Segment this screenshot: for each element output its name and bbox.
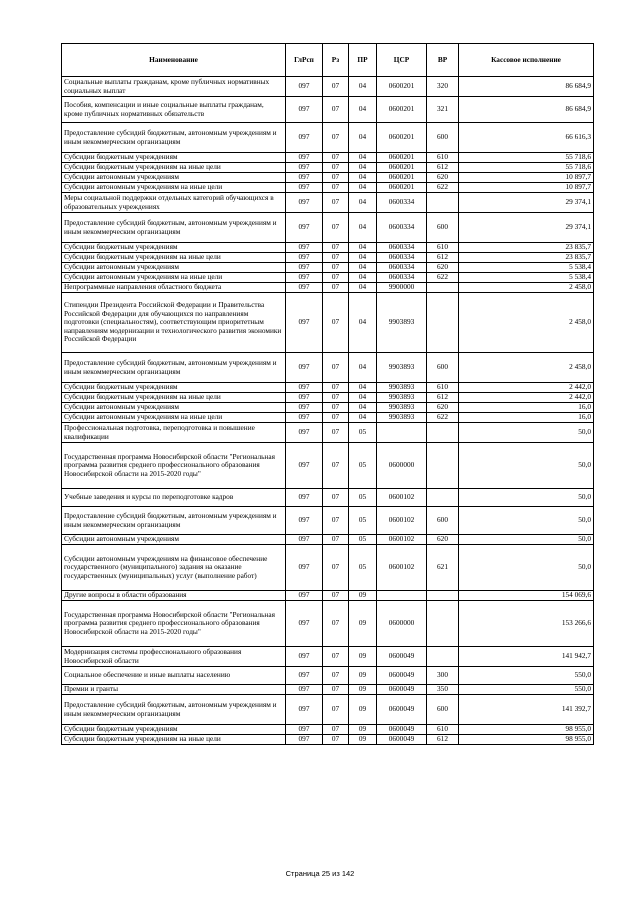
table-row: [62, 393, 594, 403]
cell-grps: 097: [286, 183, 323, 193]
table-row: [62, 273, 594, 283]
cell-vr: [427, 601, 459, 647]
cell-amount: 550,0: [459, 667, 594, 685]
cell-rz: 07: [323, 193, 349, 213]
cell-rz: 07: [323, 213, 349, 243]
cell-amount: 86 684,9: [459, 77, 594, 97]
cell-vr: 610: [427, 725, 459, 735]
cell-vr: 620: [427, 263, 459, 273]
table-row: [62, 725, 594, 735]
cell-pr: 09: [349, 725, 377, 735]
cell-csr: 0600000: [377, 443, 427, 489]
cell-pr: 04: [349, 183, 377, 193]
cell-rz: 07: [323, 423, 349, 443]
budget-table: [61, 43, 594, 745]
cell-name: Предоставление субсидий бюджетным, автономным учреждениям и иным некоммерческим организациям: [62, 695, 286, 725]
cell-amount: 10 897,7: [459, 183, 594, 193]
cell-pr: 09: [349, 647, 377, 667]
cell-grps: 097: [286, 725, 323, 735]
cell-name: Субсидии бюджетным учреждениям: [62, 725, 286, 735]
cell-csr: 0600334: [377, 213, 427, 243]
cell-name: Субсидии автономным учреждениям: [62, 535, 286, 545]
table-row: [62, 667, 594, 685]
cell-grps: 097: [286, 293, 323, 353]
cell-grps: 097: [286, 353, 323, 383]
header-rz: Рз: [323, 44, 349, 77]
cell-name: Стипендии Президента Российской Федерации и Правительства Российской Федерации для обучающихся по направлениям подготовки (специальностям), соответствующим приоритетным направлениям модернизации и технологического развития экономики Российской Федерации: [62, 293, 286, 353]
cell-vr: 610: [427, 153, 459, 163]
cell-amount: 2 458,0: [459, 283, 594, 293]
cell-grps: 097: [286, 647, 323, 667]
table-row: [62, 193, 594, 213]
cell-pr: 04: [349, 77, 377, 97]
cell-vr: 622: [427, 273, 459, 283]
cell-vr: [427, 489, 459, 507]
table-row: [62, 403, 594, 413]
cell-pr: 09: [349, 735, 377, 745]
table-row: [62, 263, 594, 273]
cell-grps: 097: [286, 273, 323, 283]
cell-name: Предоставление субсидий бюджетным, автономным учреждениям и иным некоммерческим организациям: [62, 353, 286, 383]
cell-vr: 610: [427, 383, 459, 393]
cell-grps: 097: [286, 283, 323, 293]
cell-rz: 07: [323, 183, 349, 193]
cell-pr: 04: [349, 163, 377, 173]
cell-grps: 097: [286, 393, 323, 403]
table-row: [62, 443, 594, 489]
table-row: [62, 97, 594, 123]
cell-name: Субсидии автономным учреждениям: [62, 173, 286, 183]
cell-csr: 0600049: [377, 667, 427, 685]
cell-amount: 16,0: [459, 403, 594, 413]
cell-vr: 600: [427, 123, 459, 153]
cell-amount: 2 458,0: [459, 353, 594, 383]
cell-vr: 320: [427, 77, 459, 97]
cell-rz: 07: [323, 507, 349, 535]
table-row: [62, 507, 594, 535]
table-row: [62, 545, 594, 591]
cell-pr: 04: [349, 273, 377, 283]
cell-grps: 097: [286, 413, 323, 423]
cell-name: Субсидии автономным учреждениям на иные цели: [62, 183, 286, 193]
cell-vr: 622: [427, 413, 459, 423]
table-row: [62, 413, 594, 423]
cell-rz: 07: [323, 695, 349, 725]
cell-vr: 622: [427, 183, 459, 193]
table-row: [62, 535, 594, 545]
cell-grps: 097: [286, 535, 323, 545]
cell-pr: 04: [349, 353, 377, 383]
cell-csr: 0600000: [377, 601, 427, 647]
cell-grps: 097: [286, 489, 323, 507]
cell-csr: 9900000: [377, 283, 427, 293]
table-row: [62, 183, 594, 193]
table-row: [62, 383, 594, 393]
cell-pr: 04: [349, 253, 377, 263]
cell-vr: [427, 443, 459, 489]
cell-vr: 621: [427, 545, 459, 591]
header-name: Наименование: [62, 44, 286, 77]
cell-grps: 097: [286, 601, 323, 647]
cell-pr: 05: [349, 545, 377, 591]
cell-rz: 07: [323, 293, 349, 353]
cell-pr: 04: [349, 153, 377, 163]
cell-name: Предоставление субсидий бюджетным, автономным учреждениям и иным некоммерческим организациям: [62, 213, 286, 243]
cell-csr: 9903893: [377, 413, 427, 423]
cell-rz: 07: [323, 153, 349, 163]
cell-vr: 600: [427, 507, 459, 535]
cell-name: Субсидии бюджетным учреждениям на иные цели: [62, 393, 286, 403]
cell-pr: 04: [349, 173, 377, 183]
cell-rz: 07: [323, 545, 349, 591]
cell-name: Непрограммные направления областного бюджета: [62, 283, 286, 293]
cell-amount: 2 442,0: [459, 383, 594, 393]
cell-amount: 23 835,7: [459, 243, 594, 253]
cell-rz: 07: [323, 443, 349, 489]
cell-csr: 0600049: [377, 695, 427, 725]
cell-grps: 097: [286, 163, 323, 173]
cell-rz: 07: [323, 403, 349, 413]
table-row: [62, 163, 594, 173]
cell-name: Социальное обеспечение и иные выплаты населению: [62, 667, 286, 685]
table-body: [62, 77, 594, 745]
cell-vr: 300: [427, 667, 459, 685]
cell-csr: 0600201: [377, 153, 427, 163]
cell-pr: 05: [349, 443, 377, 489]
table-row: [62, 601, 594, 647]
table-row: [62, 153, 594, 163]
cell-csr: 0600049: [377, 685, 427, 695]
cell-csr: 9903893: [377, 383, 427, 393]
cell-csr: 0600334: [377, 253, 427, 263]
cell-rz: 07: [323, 667, 349, 685]
cell-grps: 097: [286, 685, 323, 695]
cell-amount: 66 616,3: [459, 123, 594, 153]
cell-vr: 610: [427, 243, 459, 253]
cell-pr: 04: [349, 413, 377, 423]
cell-grps: 097: [286, 193, 323, 213]
cell-grps: 097: [286, 253, 323, 263]
cell-name: Предоставление субсидий бюджетным, автономным учреждениям и иным некоммерческим организациям: [62, 507, 286, 535]
cell-amount: 55 718,6: [459, 163, 594, 173]
table-row: [62, 647, 594, 667]
cell-amount: 50,0: [459, 489, 594, 507]
cell-name: Субсидии бюджетным учреждениям на иные цели: [62, 735, 286, 745]
cell-csr: 9903893: [377, 293, 427, 353]
cell-csr: 0600201: [377, 173, 427, 183]
cell-csr: 0600334: [377, 273, 427, 283]
cell-grps: 097: [286, 507, 323, 535]
cell-name: Государственная программа Новосибирской области "Региональная программа развития среднего профессионального образования Новосибирской области на 2015-2020 годы": [62, 601, 286, 647]
cell-csr: 0600201: [377, 163, 427, 173]
cell-amount: 154 069,6: [459, 591, 594, 601]
table-row: [62, 123, 594, 153]
cell-vr: 620: [427, 535, 459, 545]
cell-grps: 097: [286, 667, 323, 685]
cell-rz: 07: [323, 601, 349, 647]
cell-name: Субсидии автономным учреждениям: [62, 403, 286, 413]
cell-grps: 097: [286, 735, 323, 745]
cell-csr: 0600102: [377, 545, 427, 591]
cell-amount: 153 266,6: [459, 601, 594, 647]
cell-vr: [427, 591, 459, 601]
cell-grps: 097: [286, 443, 323, 489]
cell-name: Другие вопросы в области образования: [62, 591, 286, 601]
cell-amount: 86 684,9: [459, 97, 594, 123]
cell-amount: 29 374,1: [459, 193, 594, 213]
cell-grps: 097: [286, 213, 323, 243]
table-row: [62, 213, 594, 243]
cell-amount: 98 955,0: [459, 735, 594, 745]
cell-rz: 07: [323, 97, 349, 123]
cell-vr: 612: [427, 735, 459, 745]
cell-pr: 04: [349, 393, 377, 403]
cell-grps: 097: [286, 153, 323, 163]
cell-name: Субсидии бюджетным учреждениям: [62, 153, 286, 163]
cell-amount: 50,0: [459, 507, 594, 535]
table-row: [62, 283, 594, 293]
cell-pr: 09: [349, 685, 377, 695]
cell-amount: 2 442,0: [459, 393, 594, 403]
cell-csr: [377, 591, 427, 601]
table-row: [62, 423, 594, 443]
cell-rz: 07: [323, 735, 349, 745]
cell-csr: 0600102: [377, 535, 427, 545]
header-vr: ВР: [427, 44, 459, 77]
table-row: [62, 489, 594, 507]
header-amount: Кассовое исполнение: [459, 44, 594, 77]
cell-rz: 07: [323, 243, 349, 253]
cell-rz: 07: [323, 647, 349, 667]
cell-vr: [427, 647, 459, 667]
cell-pr: 09: [349, 591, 377, 601]
cell-pr: 04: [349, 293, 377, 353]
cell-amount: 29 374,1: [459, 213, 594, 243]
cell-csr: 9903893: [377, 353, 427, 383]
cell-csr: [377, 423, 427, 443]
table-row: [62, 243, 594, 253]
cell-grps: 097: [286, 263, 323, 273]
cell-name: Модернизация системы профессионального образования Новосибирской области: [62, 647, 286, 667]
table-row: [62, 293, 594, 353]
cell-vr: [427, 283, 459, 293]
cell-amount: 141 392,7: [459, 695, 594, 725]
cell-pr: 04: [349, 283, 377, 293]
cell-vr: 620: [427, 173, 459, 183]
cell-amount: 2 458,0: [459, 293, 594, 353]
cell-rz: 07: [323, 163, 349, 173]
cell-amount: 141 942,7: [459, 647, 594, 667]
cell-csr: 0600201: [377, 97, 427, 123]
cell-rz: 07: [323, 353, 349, 383]
cell-grps: 097: [286, 97, 323, 123]
cell-csr: 0600102: [377, 507, 427, 535]
table-row: [62, 77, 594, 97]
cell-name: Профессиональная подготовка, переподготовка и повышение квалификации: [62, 423, 286, 443]
cell-rz: 07: [323, 263, 349, 273]
cell-name: Субсидии автономным учреждениям на иные цели: [62, 413, 286, 423]
cell-rz: 07: [323, 273, 349, 283]
cell-pr: 09: [349, 667, 377, 685]
cell-pr: 05: [349, 489, 377, 507]
cell-rz: 07: [323, 591, 349, 601]
table-row: [62, 735, 594, 745]
cell-csr: 0600049: [377, 647, 427, 667]
cell-rz: 07: [323, 413, 349, 423]
cell-name: Социальные выплаты гражданам, кроме публичных нормативных социальных выплат: [62, 77, 286, 97]
cell-name: Предоставление субсидий бюджетным, автономным учреждениям и иным некоммерческим организациям: [62, 123, 286, 153]
cell-csr: 0600334: [377, 243, 427, 253]
table-row: [62, 695, 594, 725]
table-row: [62, 591, 594, 601]
page-number: Страница 25 из 142: [285, 869, 355, 878]
cell-name: Субсидии бюджетным учреждениям: [62, 383, 286, 393]
cell-pr: 04: [349, 383, 377, 393]
cell-csr: 9903893: [377, 393, 427, 403]
table-row: [62, 353, 594, 383]
cell-pr: 05: [349, 507, 377, 535]
table-header-row: [62, 44, 594, 77]
cell-grps: 097: [286, 591, 323, 601]
cell-vr: [427, 293, 459, 353]
cell-amount: 5 538,4: [459, 273, 594, 283]
cell-pr: 04: [349, 193, 377, 213]
cell-grps: 097: [286, 173, 323, 183]
cell-amount: 10 897,7: [459, 173, 594, 183]
cell-name: Субсидии автономным учреждениям: [62, 263, 286, 273]
cell-name: Субсидии бюджетным учреждениям: [62, 243, 286, 253]
cell-name: Государственная программа Новосибирской области "Региональная программа развития среднего профессионального образования Новосибирской области на 2015-2020 годы": [62, 443, 286, 489]
cell-amount: 16,0: [459, 413, 594, 423]
cell-vr: 612: [427, 163, 459, 173]
cell-csr: 9903893: [377, 403, 427, 413]
cell-pr: 05: [349, 423, 377, 443]
header-pr: ПР: [349, 44, 377, 77]
table-row: [62, 173, 594, 183]
cell-vr: [427, 193, 459, 213]
cell-amount: 550,0: [459, 685, 594, 695]
cell-vr: 321: [427, 97, 459, 123]
cell-pr: 04: [349, 213, 377, 243]
cell-csr: 0600201: [377, 183, 427, 193]
cell-name: Пособия, компенсации и иные социальные выплаты гражданам, кроме публичных нормативных обязательств: [62, 97, 286, 123]
cell-name: Субсидии бюджетным учреждениям на иные цели: [62, 253, 286, 263]
cell-name: Субсидии бюджетным учреждениям на иные цели: [62, 163, 286, 173]
cell-rz: 07: [323, 393, 349, 403]
cell-rz: 07: [323, 123, 349, 153]
cell-name: Меры социальной поддержки отдельных категорий обучающихся в образовательных учреждениях: [62, 193, 286, 213]
cell-amount: 50,0: [459, 423, 594, 443]
header-csr: ЦСР: [377, 44, 427, 77]
cell-vr: 600: [427, 353, 459, 383]
cell-csr: 0600049: [377, 735, 427, 745]
cell-csr: 0600102: [377, 489, 427, 507]
cell-pr: 04: [349, 243, 377, 253]
cell-csr: 0600201: [377, 123, 427, 153]
cell-rz: 07: [323, 725, 349, 735]
cell-vr: 612: [427, 393, 459, 403]
cell-pr: 04: [349, 403, 377, 413]
cell-amount: 55 718,6: [459, 153, 594, 163]
cell-grps: 097: [286, 423, 323, 443]
cell-rz: 07: [323, 253, 349, 263]
header-grps: ГлРсп: [286, 44, 323, 77]
cell-grps: 097: [286, 243, 323, 253]
cell-rz: 07: [323, 77, 349, 97]
cell-rz: 07: [323, 535, 349, 545]
cell-grps: 097: [286, 123, 323, 153]
cell-grps: 097: [286, 695, 323, 725]
cell-name: Учебные заведения и курсы по переподготовке кадров: [62, 489, 286, 507]
cell-pr: 04: [349, 263, 377, 273]
cell-name: Субсидии автономным учреждениям на иные цели: [62, 273, 286, 283]
cell-rz: 07: [323, 283, 349, 293]
cell-vr: 350: [427, 685, 459, 695]
cell-vr: 612: [427, 253, 459, 263]
cell-grps: 097: [286, 545, 323, 591]
table-row: [62, 685, 594, 695]
cell-amount: 98 955,0: [459, 725, 594, 735]
cell-pr: 04: [349, 97, 377, 123]
cell-pr: 05: [349, 535, 377, 545]
cell-pr: 09: [349, 695, 377, 725]
cell-csr: 0600049: [377, 725, 427, 735]
cell-csr: 0600334: [377, 263, 427, 273]
cell-grps: 097: [286, 403, 323, 413]
cell-grps: 097: [286, 77, 323, 97]
cell-csr: 0600334: [377, 193, 427, 213]
cell-amount: 5 538,4: [459, 263, 594, 273]
cell-amount: 50,0: [459, 443, 594, 489]
cell-vr: [427, 423, 459, 443]
cell-name: Субсидии автономным учреждениям на финансовое обеспечение государственного (муниципального) задания на оказание государственных (муниципальных) услуг (выполнение работ): [62, 545, 286, 591]
cell-amount: 50,0: [459, 545, 594, 591]
cell-vr: 620: [427, 403, 459, 413]
cell-rz: 07: [323, 173, 349, 183]
cell-pr: 09: [349, 601, 377, 647]
cell-vr: 600: [427, 695, 459, 725]
cell-csr: 0600201: [377, 77, 427, 97]
cell-grps: 097: [286, 383, 323, 393]
cell-rz: 07: [323, 489, 349, 507]
cell-pr: 04: [349, 123, 377, 153]
cell-amount: 50,0: [459, 535, 594, 545]
cell-name: Премии и гранты: [62, 685, 286, 695]
cell-rz: 07: [323, 383, 349, 393]
cell-rz: 07: [323, 685, 349, 695]
cell-vr: 600: [427, 213, 459, 243]
cell-amount: 23 835,7: [459, 253, 594, 263]
table-row: [62, 253, 594, 263]
